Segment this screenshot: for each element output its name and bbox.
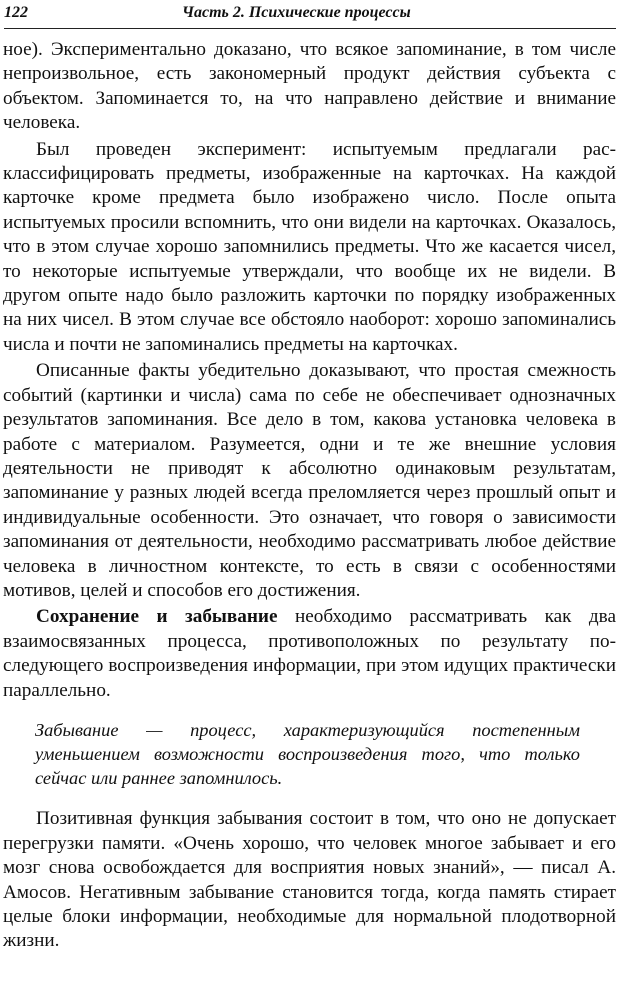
bold-term: Сохранение и забывание: [36, 606, 278, 628]
body-text: [3, 38, 616, 954]
definition-block: Забывание — процесс, характеризующийся постепенным уменьшением возможности воспроизведения того, что только сейчас или раннее запомнилось.: [35, 719, 580, 788]
paragraph-conclusion: Описанные факты убедительно доказывают, что простая смежность событий (картинки и числа) сама по себе не обеспечивает однозначных результатов запоминания. Все дело в том, какова установка человека в работе с материалом. Разумеется, одни и те же внешние условия деятельности не приводят к абсолютно одинаковым результатам, запоминание у разных людей всегда преломляется через прошлый опыт и индивидуальные особенности. Это означает, что говоря о зависимости запоминания от деятельности, необходимо рассматривать любое действие человека в личностном контексте, то есть в связи с особенностями мотивов, целей и способов его достижения.: [3, 360, 616, 601]
paragraph-forgetting-function: Позитивная функция забывания состоит в том, что оно не допускает перегрузки памяти. «Очень хорошо, что человек многое забывает и его мозг снова освобождается для восприятия новых знаний», — писал А. Амосов. Негативным забывание становится тогда, когда память стирает целые блоки информации, необходимые для нормальной плодотворной жизни.: [3, 808, 616, 952]
paragraph-retention-forgetting: [3, 605, 616, 703]
header-rule: [4, 28, 616, 29]
page-header: [4, 2, 604, 26]
paragraph-retention-text: необходимо рассматривать как два взаимосвязанных процесса, противоположных по результату последующего воспроизведения информации, при этом идущих практически параллельно.: [3, 606, 616, 701]
page-number: 122: [4, 4, 28, 21]
running-title: Часть 2. Психические процессы: [182, 4, 411, 21]
paragraph-experiment: Был проведен эксперимент: испытуемым предлагали расклассифицировать предметы, изображенные на карточках. На каждой карточке кроме предмета было изображено число. После опыта испытуемых просили вспомнить, что они видели на карточках. Оказалось, что в этом случае хорошо запомнились предметы. Что же касается чисел, то некоторые испытуемые утверждали, что вообще их не видели. В другом опыте надо было разложить карточки по порядку изображенных на них чисел. В этом случае все обстояло наоборот: хорошо запоминались числа и почти не запоминались предметы на карточках.: [3, 138, 616, 355]
paragraph-continuation: ное). Экспериментально доказано, что всякое запоминание, в том числе непроизвольное, есть закономерный продукт действия субъекта с объектом. Запоминается то, на что направлено действие и внимание человека.: [3, 39, 616, 134]
